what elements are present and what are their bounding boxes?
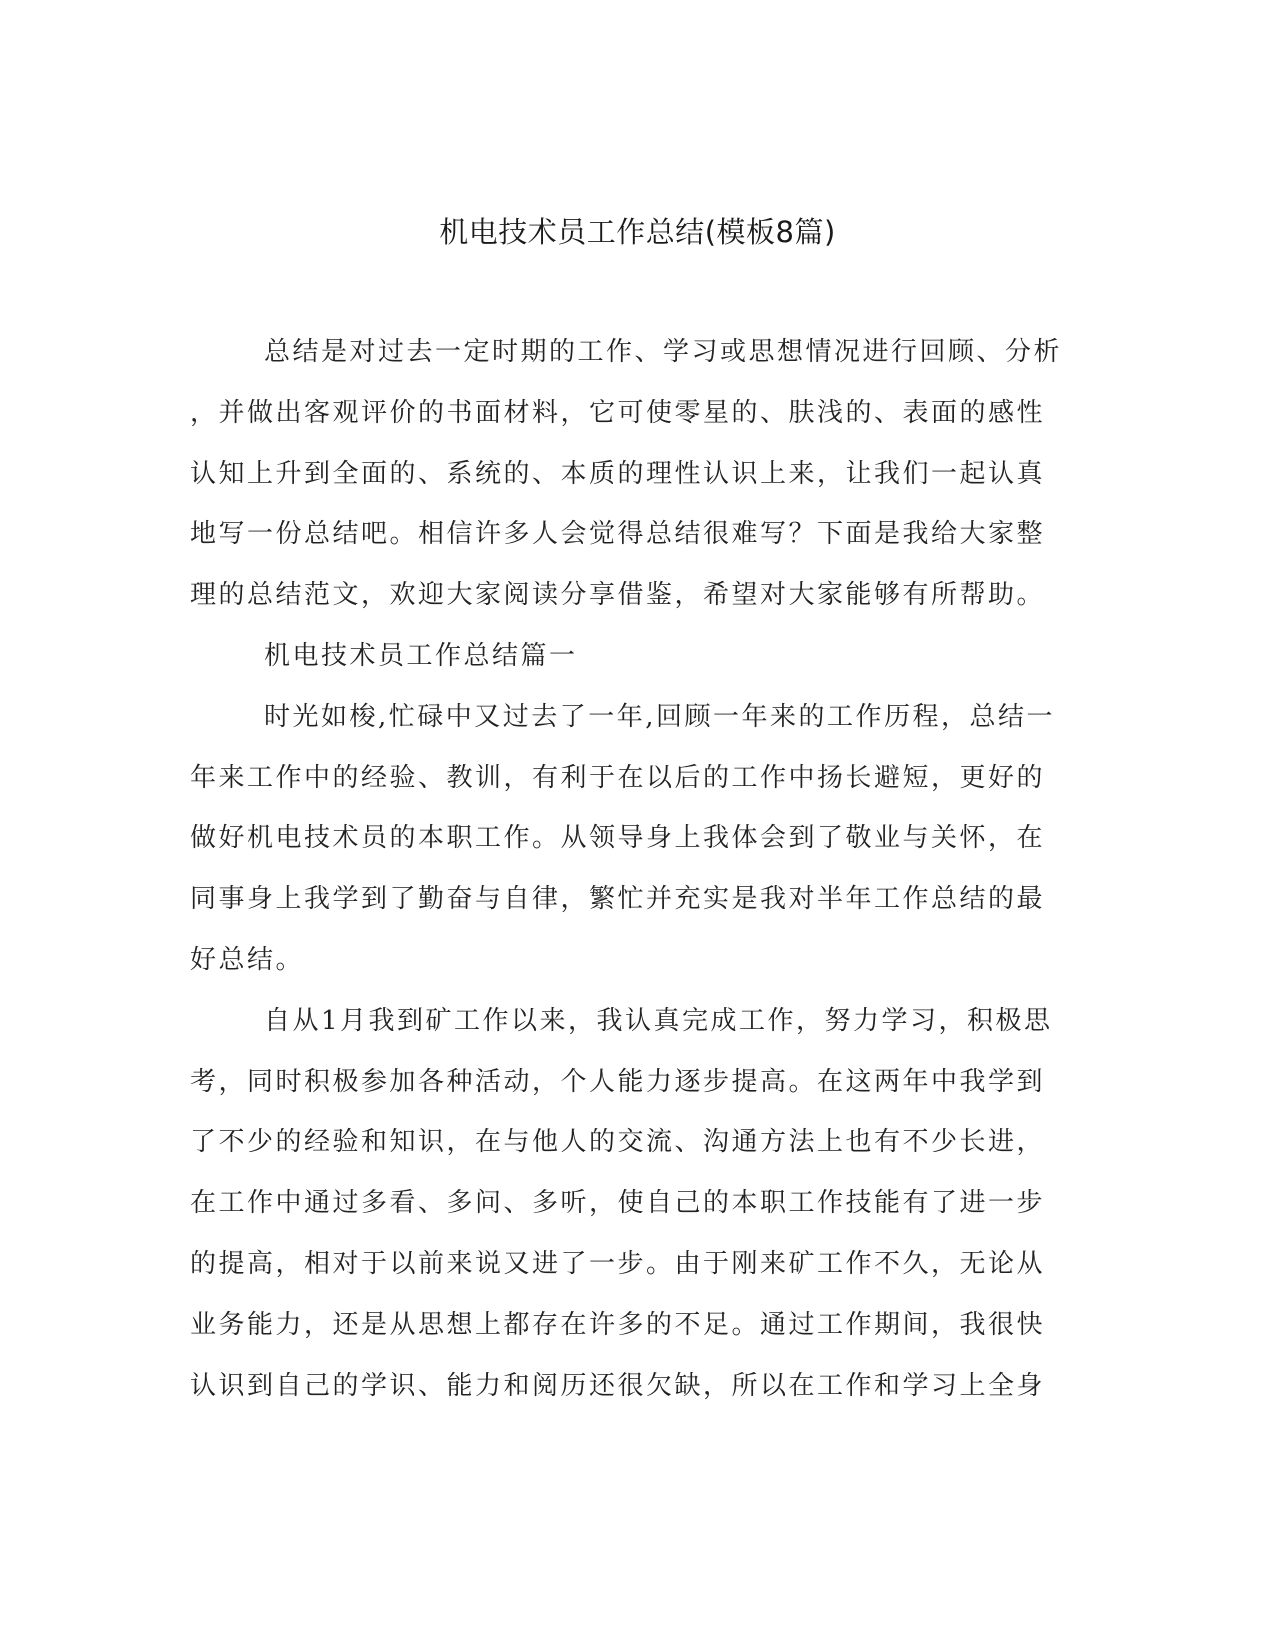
document-title: 机电技术员工作总结(模板8篇) xyxy=(439,215,836,249)
text-line: 考，同时积极参加各种活动，个人能力逐步提高。在这两年中我学到 xyxy=(190,1066,1046,1097)
text-line: 地写一份总结吧。相信许多人会觉得总结很难写？下面是我给大家整 xyxy=(190,519,1046,550)
text-line: 的提高，相对于以前来说又进了一步。由于刚来矿工作不久，无论从 xyxy=(190,1248,1046,1279)
text-line: 理的总结范文，欢迎大家阅读分享借鉴，希望对大家能够有所帮助。 xyxy=(190,580,1046,611)
text-line: 时光如梭,忙碌中又过去了一年,回顾一年来的工作历程，总结一 xyxy=(264,701,1056,732)
document-body xyxy=(190,330,1080,1424)
text-line: 认知上升到全面的、系统的、本质的理性认识上来，让我们一起认真 xyxy=(190,458,1046,489)
text-line: 了不少的经验和知识，在与他人的交流、沟通方法上也有不少长进， xyxy=(190,1127,1046,1158)
text-line: 自从1月我到矿工作以来，我认真完成工作，努力学习，积极思 xyxy=(264,1005,1053,1036)
text-line: 业务能力，还是从思想上都存在许多的不足。通过工作期间，我很快 xyxy=(190,1309,1046,1340)
text-line: 同事身上我学到了勤奋与自律，繁忙并充实是我对半年工作总结的最 xyxy=(190,884,1046,915)
text-line: 年来工作中的经验、教训，有利于在以后的工作中扬长避短，更好的 xyxy=(190,762,1046,793)
text-line: 认识到自己的学识、能力和阅历还很欠缺，所以在工作和学习上全身 xyxy=(190,1370,1046,1401)
text-line: 机电技术员工作总结篇一 xyxy=(264,640,578,671)
text-line: 好总结。 xyxy=(190,944,305,975)
text-line: ，并做出客观评价的书面材料，它可使零星的、肤浅的、表面的感性 xyxy=(190,397,1046,428)
text-line: 总结是对过去一定时期的工作、学习或思想情况进行回顾、分析 xyxy=(264,337,1063,367)
text-line: 做好机电技术员的本职工作。从领导身上我体会到了敬业与关怀，在 xyxy=(190,823,1046,854)
text-line: 在工作中通过多看、多问、多听，使自己的本职工作技能有了进一步 xyxy=(190,1188,1046,1219)
